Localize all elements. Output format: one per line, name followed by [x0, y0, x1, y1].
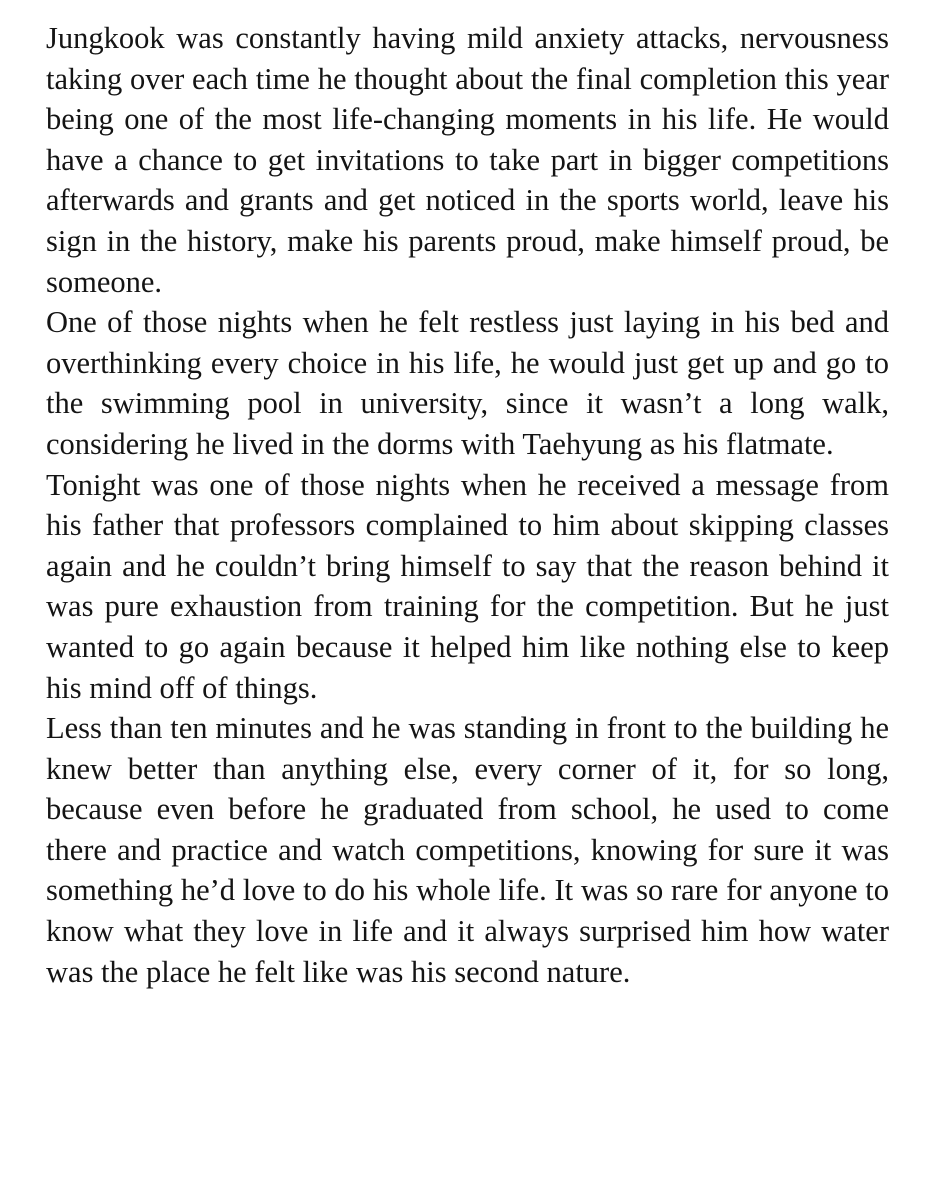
paragraph-4: Less than ten minutes and he was standing in front to the building he knew better than anything else, every corner of it, for so long, because even before he graduated from school, he used to come there and practice and watch competitions, knowing for sure it was something he’d love to do his whole life. It was so rare for anyone to know what they love in life and it always surprised him how water was the place he felt like was his second nature. [46, 711, 889, 989]
paragraph-2: One of those nights when he felt restless just laying in his bed and overthinking every choice in his life, he would just get up and go to the swimming pool in university, since it wasn’t a long walk, considering he lived in the dorms with Taehyung as his flatmate. [46, 305, 889, 461]
story-text [46, 18, 889, 992]
paragraph-1: Jungkook was constantly having mild anxiety attacks, nervousness taking over each time he thought about the final completion this year being one of the most life-changing moments in his life. He would have a chance to get invitations to take part in bigger competitions afterwards and grants and get noticed in the sports world, leave his sign in the history, make his parents proud, make himself proud, be someone. [46, 21, 889, 299]
paragraph-3: Tonight was one of those nights when he received a message from his father that professors complained to him about skipping classes again and he couldn’t bring himself to say that the reason behind it was pure exhaustion from training for the competition. But he just wanted to go again because it helped him like nothing else to keep his mind off of things. [46, 467, 889, 705]
